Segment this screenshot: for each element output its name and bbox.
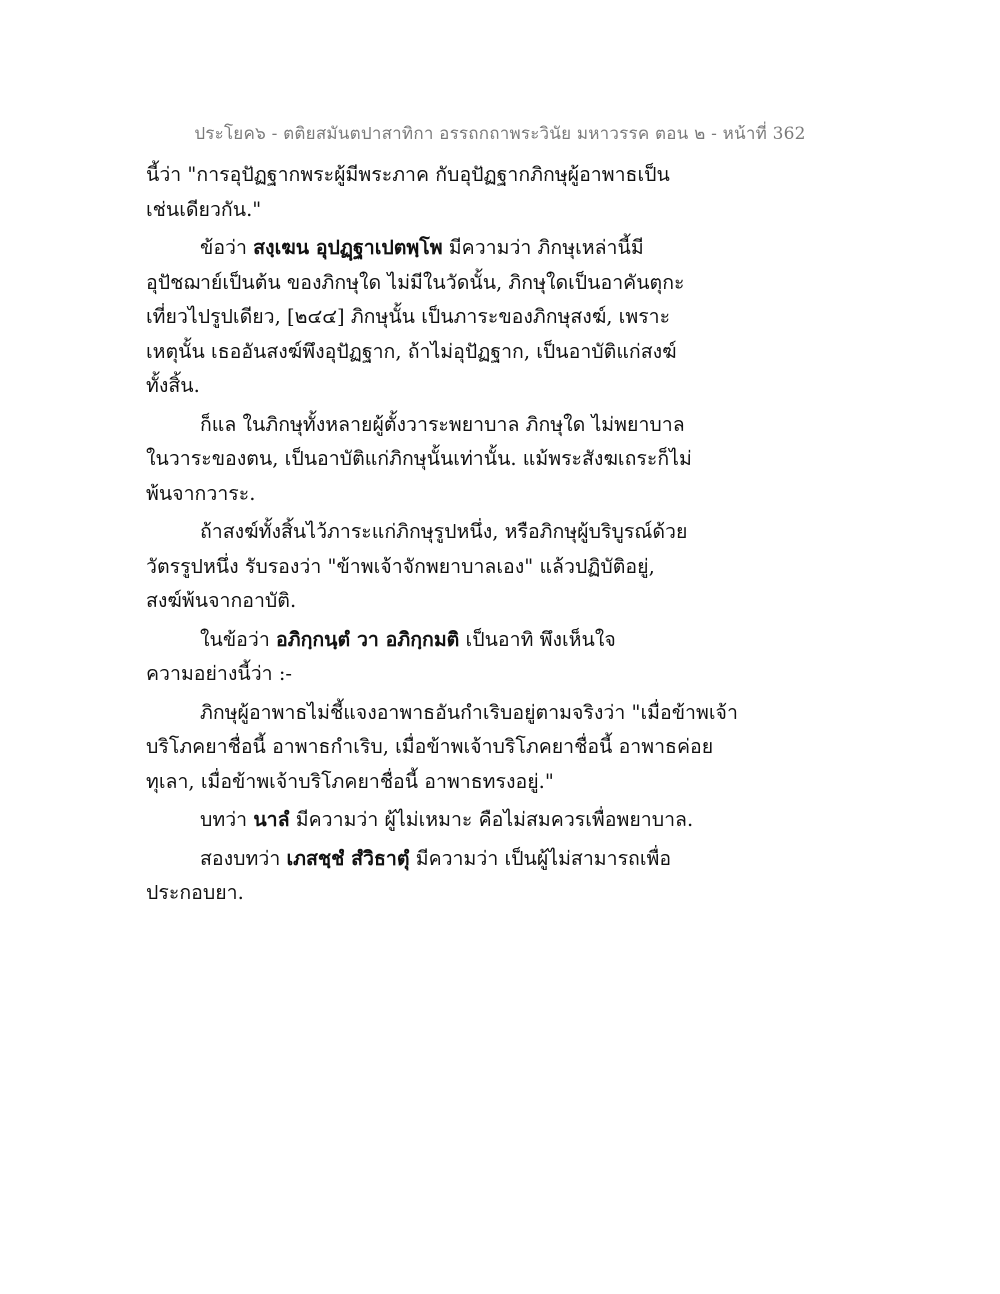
paragraph-line: ก็แล ในภิกษุทั้งหลายผู้ตั้งวาระพยาบาล ภิกษุใด ไม่พยาบาล	[200, 412, 685, 436]
paragraph-line	[146, 231, 706, 266]
text-run: มีความว่า ภิกษุเหล่านี้มี	[442, 236, 644, 259]
pali-term: อภิกฺกนฺตํ วา อภิกฺกมติ	[276, 627, 460, 651]
text-line: บริโภคยาชื่อนี้ อาพาธกำเริบ, เมื่อข้าพเจ้าบริโภคยาชื่อนี้ อาพาธค่อย	[146, 735, 714, 758]
paragraph-line	[146, 842, 706, 877]
text-line: สงฆ์พ้นจากอาบัติ.	[146, 589, 297, 612]
text-line: พ้นจากวาระ.	[146, 481, 256, 505]
text-run: เป็นอาทิ พึงเห็นใจ	[459, 627, 616, 651]
text-run: ในข้อว่า	[200, 627, 276, 651]
text-line: เที่ยวไปรูปเดียว, [๒๔๔] ภิกษุนั้น เป็นภาระของภิกษุสงฆ์, เพราะ	[146, 305, 671, 328]
text-line: ทุเลา, เมื่อข้าพเจ้าบริโภคยาชื่อนี้ อาพาธทรงอยู่."	[146, 769, 554, 793]
text-line: วัตรรูปหนึ่ง รับรองว่า "ข้าพเจ้าจักพยาบาลเอง" แล้วปฏิบัติอยู่,	[146, 554, 655, 578]
text-run: บทว่า	[200, 808, 254, 831]
pali-term: นาลํ	[253, 808, 290, 831]
text-line: ประกอบยา.	[146, 881, 244, 904]
text-run: มีความว่า เป็นผู้ไม่สามารถเพื่อ	[409, 846, 672, 870]
pali-term: เภสชฺชํ สํวิธาตุํ	[286, 846, 410, 870]
document-body	[146, 158, 738, 911]
text-line: ทั้งสิ้น.	[146, 374, 200, 397]
paragraph-line: ภิกษุผู้อาพาธไม่ชี้แจงอาพาธอันกำเริบอยู่ตามจริงว่า "เมื่อข้าพเจ้า	[200, 700, 738, 724]
text-line: อุปัชฌาย์เป็นต้น ของภิกษุใด ไม่มีในวัดนั้น, ภิกษุใดเป็นอาคันตุกะ	[146, 270, 685, 294]
paragraph-line	[146, 623, 706, 658]
paragraph-line: ถ้าสงฆ์ทั้งสิ้นไว้ภาระแก่ภิกษุรูปหนึ่ง, หรือภิกษุผู้บริบูรณ์ด้วย	[200, 520, 688, 543]
paragraph-line	[146, 803, 706, 838]
text-line: เช่นเดียวกัน."	[146, 197, 262, 221]
text-run: มีความว่า ผู้ไม่เหมาะ คือไม่สมควรเพื่อพยาบาล.	[289, 808, 694, 831]
text-line: นี้ว่า "การอุปัฏฐากพระผู้มีพระภาค กับอุปัฏฐากภิกษุผู้อาพาธเป็น	[146, 163, 670, 186]
text-run: สองบทว่า	[200, 846, 287, 870]
pali-term: สงฺเฆน อุปฏฺฐาเปตพฺโพ	[253, 236, 443, 259]
text-line: เหตุนั้น เธออันสงฆ์พึงอุปัฏฐาก, ถ้าไม่อุปัฏฐาก, เป็นอาบัติแก่สงฆ์	[146, 339, 677, 363]
text-line: ในวาระของตน, เป็นอาบัติแก่ภิกษุนั้นเท่านั้น. แม้พระสังฆเถระก็ไม่	[146, 447, 692, 470]
text-run: ข้อว่า	[200, 236, 254, 259]
running-header: ประโยค๖ - ตติยสมันตปาสาทิกา อรรถกถาพระวินัย มหาวรรค ตอน ๒ - หน้าที่ 362	[194, 124, 806, 144]
text-line: ความอย่างนี้ว่า :-	[146, 662, 292, 685]
